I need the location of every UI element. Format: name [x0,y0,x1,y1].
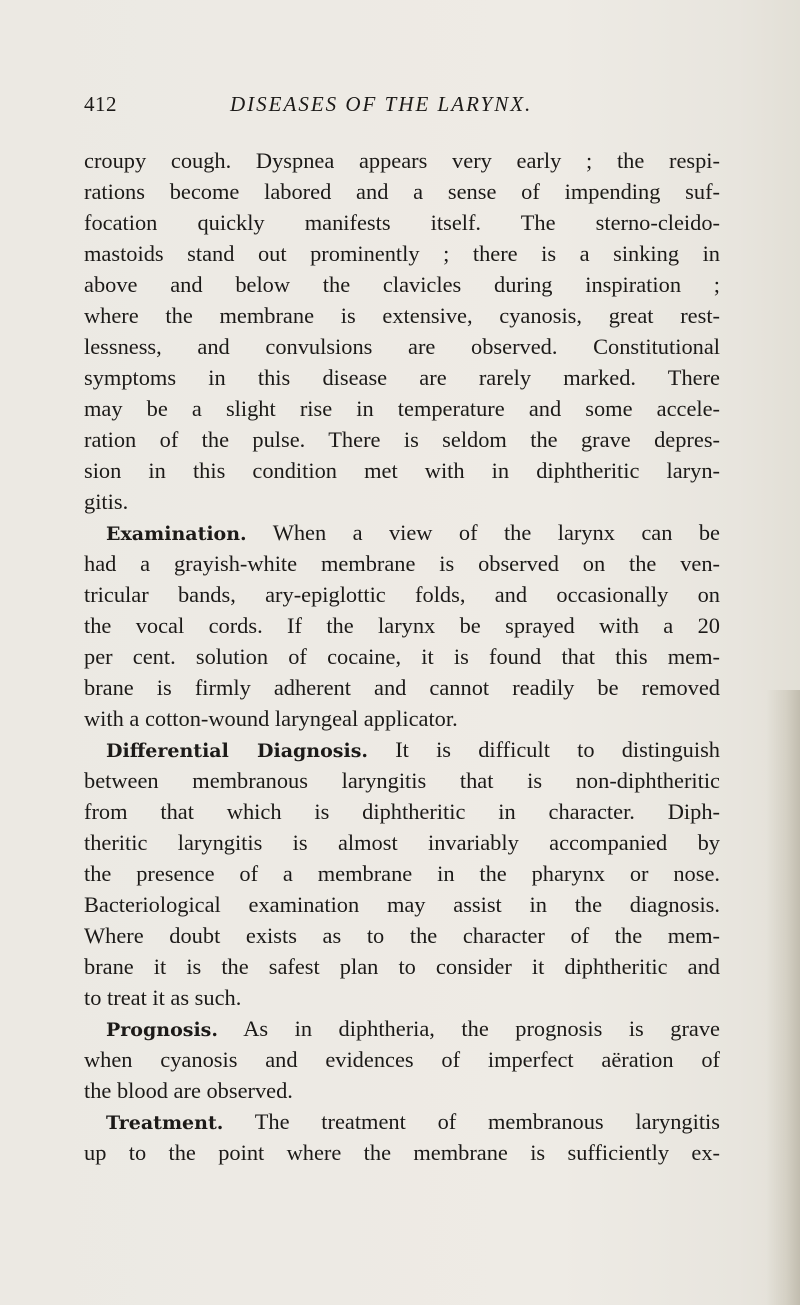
page-edge-shadow [766,690,800,1305]
text-line: between membranous laryngitis that is non-diphtheritic [84,768,720,793]
text-line: mastoids stand out prominently ; there is a sinking in [84,241,720,266]
text-line: the presence of a membrane in the pharynx or nose. [84,861,720,886]
text-line: had a grayish-white membrane is observed on the ven- [84,551,720,576]
text-line: brane is firmly adherent and cannot readily be removed [84,675,720,700]
text-line: above and below the clavicles during inspiration ; [84,272,720,297]
text-run: When a view of the larynx can be [272,520,720,545]
text-line: the vocal cords. If the larynx be sprayed with a 20 [84,613,720,638]
text-line: focation quickly manifests itself. The sterno-cleido- [84,210,720,235]
text-line: rations become labored and a sense of impending suf- [84,179,720,204]
text-line: may be a slight rise in temperature and some accele- [84,396,720,421]
section-heading-examination: Examination. [106,523,247,545]
text-line: croupy cough. Dyspnea appears very early ; the respi- [84,148,720,173]
body-text [84,145,720,1168]
text-line: lessness, and convulsions are observed. Constitutional [84,334,720,359]
text-line: up to the point where the membrane is sufficiently ex- [84,1140,720,1165]
paragraph-first-line [84,1013,720,1044]
page-number: 412 [84,92,117,116]
text-run: The treatment of membranous laryngitis [254,1109,720,1134]
paragraph-first-line [84,517,720,548]
text-line: where the membrane is extensive, cyanosis, great rest- [84,303,720,328]
text-line: theritic laryngitis is almost invariably accompanied by [84,830,720,855]
text-line: brane it is the safest plan to consider it diphtheritic and [84,954,720,979]
text-line: when cyanosis and evidences of imperfect aëration of [84,1047,720,1072]
text-line: tricular bands, ary-epiglottic folds, and occasionally on [84,582,720,607]
text-line: to treat it as such. [84,985,242,1010]
text-line: ration of the pulse. There is seldom the grave depres- [84,427,720,452]
running-title: DISEASES OF THE LARYNX. [230,92,533,116]
paragraph-first-line [84,1106,720,1137]
text-line: with a cotton-wound laryngeal applicator. [84,706,458,731]
paragraph-first-line [84,734,720,765]
text-line: sion in this condition met with in diphtheritic laryn- [84,458,720,483]
page-header [84,92,719,122]
section-heading-prognosis: Prognosis. [106,1019,218,1041]
section-heading-differential-diagnosis: Differential Diagnosis. [106,740,369,762]
text-line: the blood are observed. [84,1078,293,1103]
section-heading-treatment: Treatment. [106,1112,224,1134]
text-run: It is difficult to distinguish [395,737,720,762]
text-line: Bacteriological examination may assist in the diagnosis. [84,892,720,917]
text-line: Where doubt exists as to the character of the mem- [84,923,720,948]
text-line: symptoms in this disease are rarely marked. There [84,365,720,390]
text-line: per cent. solution of cocaine, it is found that this mem- [84,644,720,669]
text-line: gitis. [84,489,129,514]
text-line: from that which is diphtheritic in character. Diph- [84,799,720,824]
text-run: As in diphtheria, the prognosis is grave [243,1016,720,1041]
